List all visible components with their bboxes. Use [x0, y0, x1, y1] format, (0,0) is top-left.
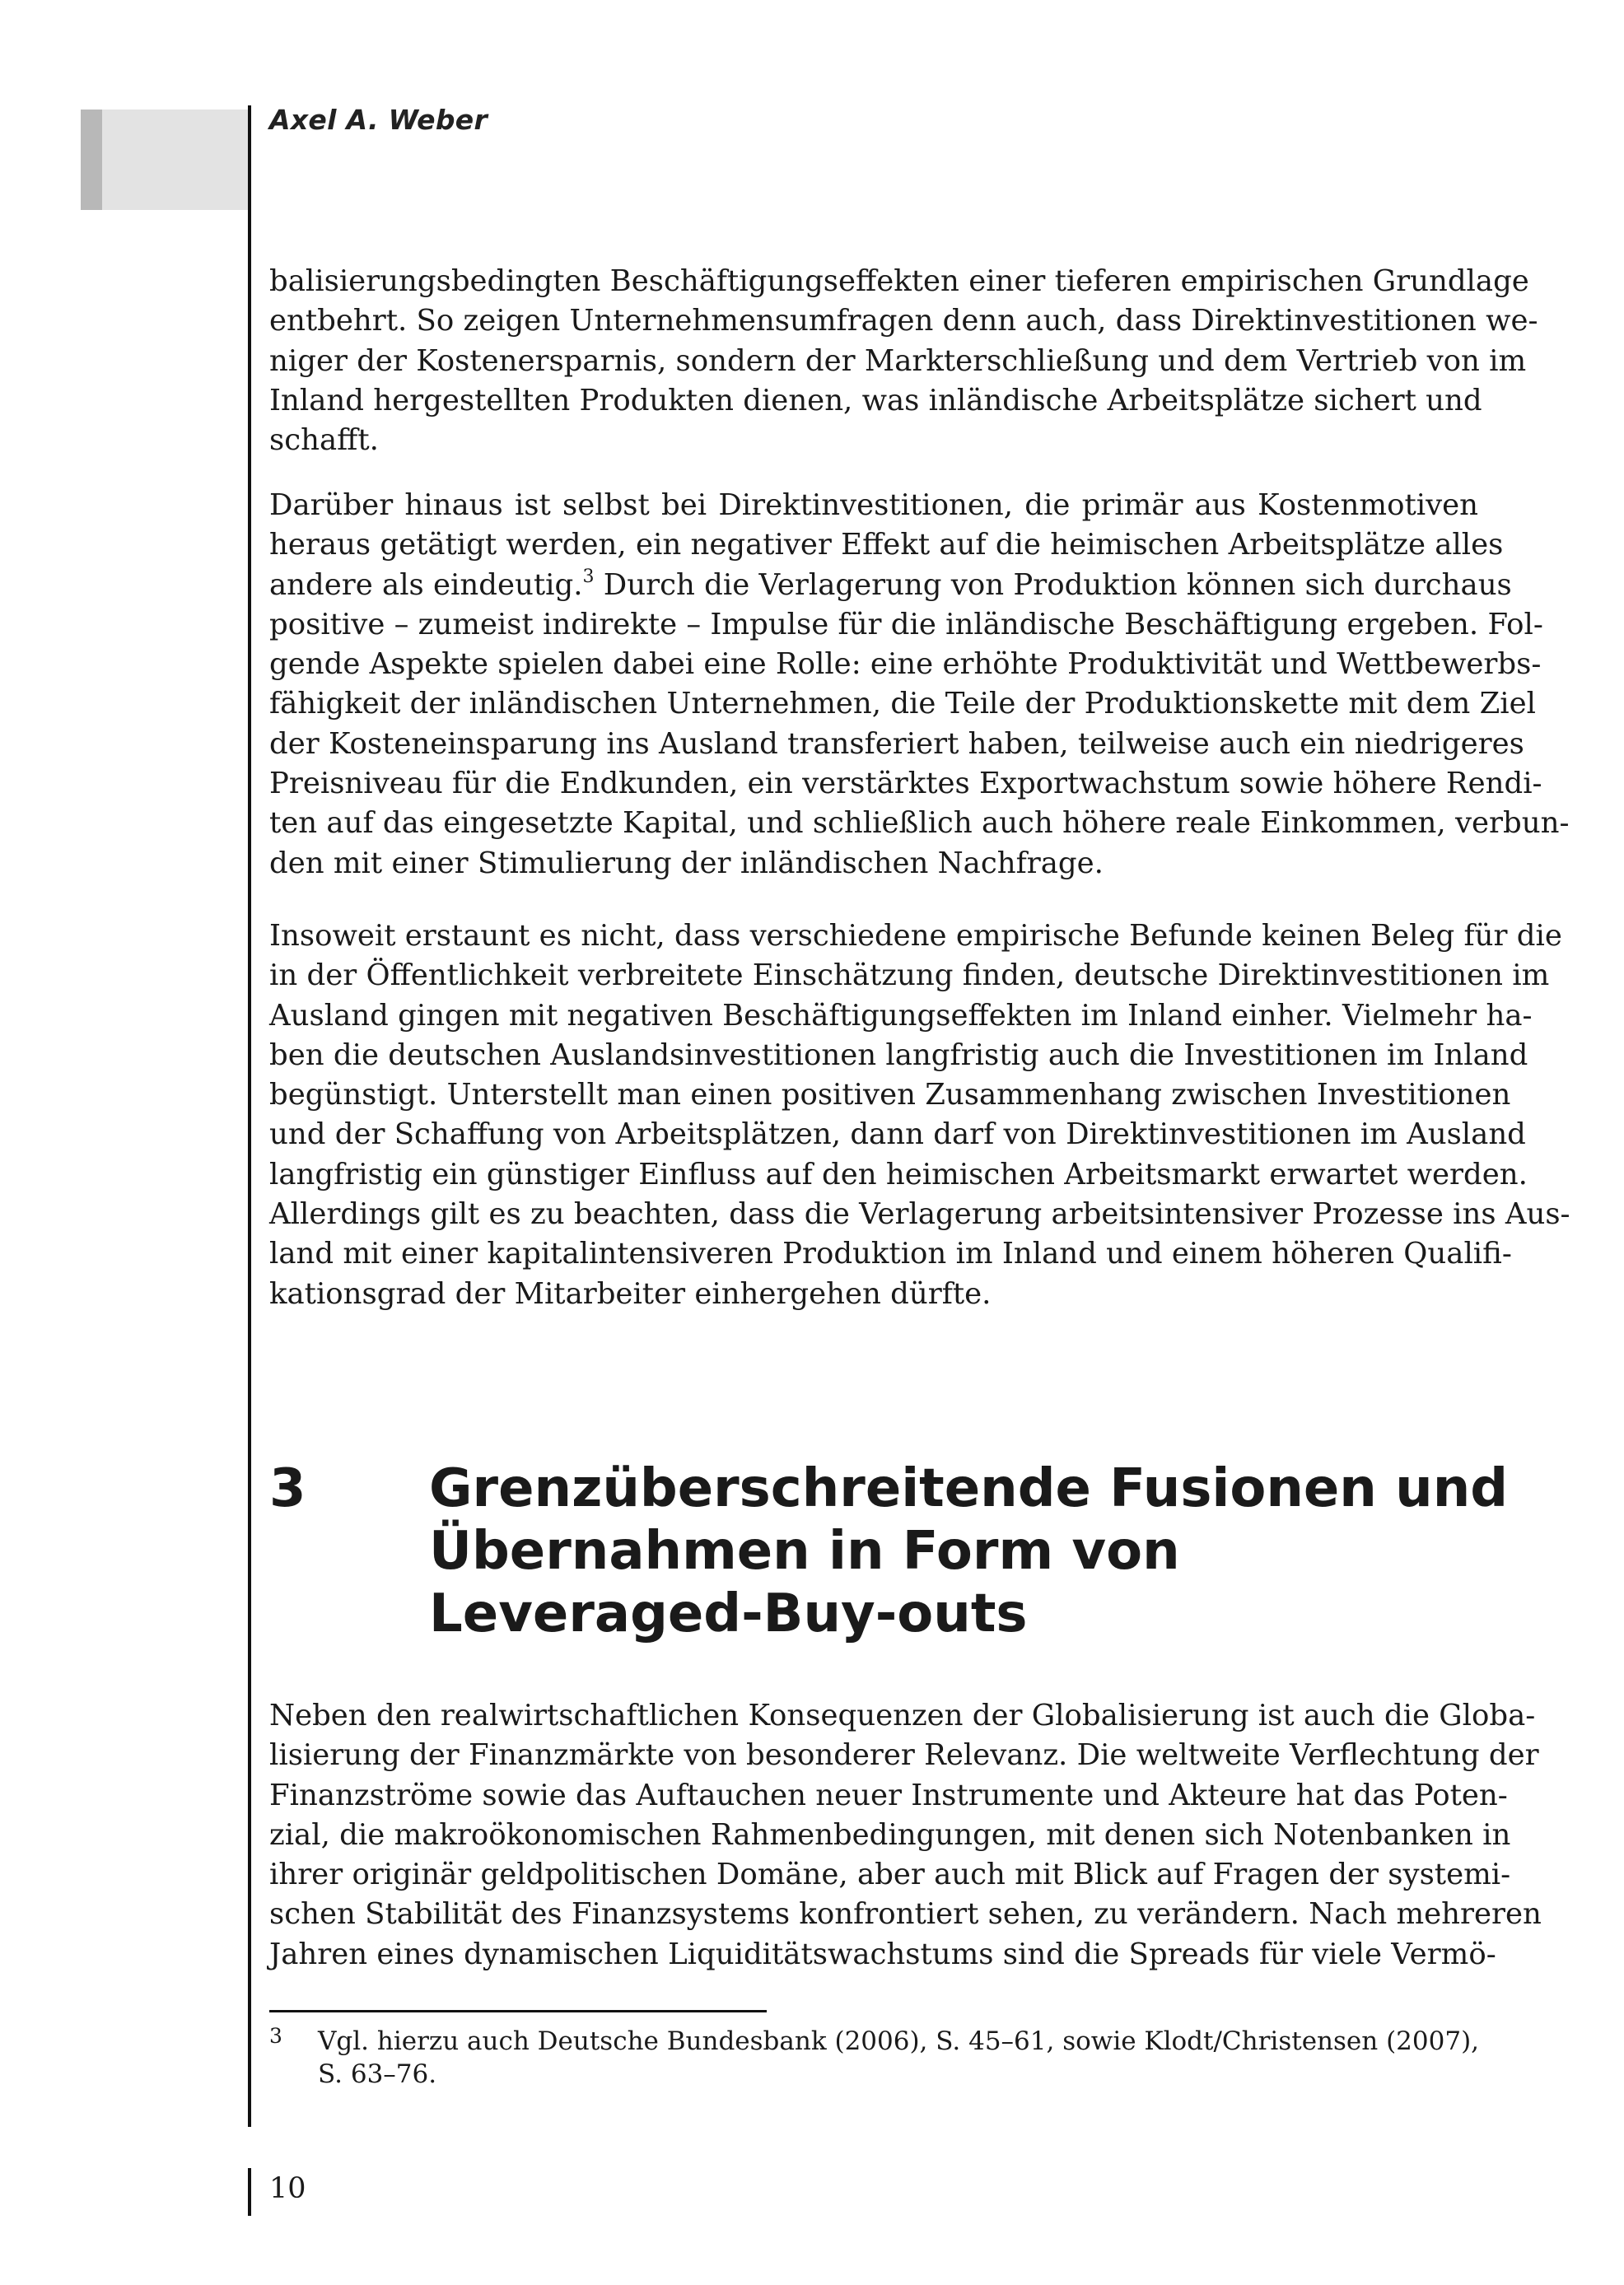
- corner-decoration-stripe: [81, 110, 102, 210]
- text-line: balisierungsbedingten Beschäftigungseffekten einer tieferen empirischen Grundlage: [269, 264, 1529, 298]
- text-line: entbehrt. So zeigen Unternehmensumfragen denn auch, dass Direktinvestitionen we-: [269, 304, 1538, 338]
- text-line: Neben den realwirtschaftlichen Konsequenzen der Globalisierung ist auch die Globa-: [269, 1699, 1536, 1732]
- margin-rule: [248, 105, 251, 2127]
- text-line: ben die deutschen Auslandsinvestitionen langfristig auch die Investitionen im Inland: [269, 1038, 1528, 1072]
- text-line: positive – zumeist indirekte – Impulse für die inländische Beschäftigung ergeben. Fol-: [269, 607, 1543, 641]
- text-line: ihrer originär geldpolitischen Domäne, aber auch mit Blick auf Fragen der systemi-: [269, 1858, 1511, 1892]
- footnote-separator: [269, 2010, 767, 2012]
- footnote-line: Vgl. hierzu auch Deutsche Bundesbank (2006), S. 45–61, sowie Klodt/Christensen (2007),: [318, 2026, 1480, 2056]
- text-line: Ausland gingen mit negativen Beschäftigungseffekten im Inland einher. Vielmehr ha-: [269, 998, 1533, 1033]
- text-line: zial, die makroökonomischen Rahmenbedingungen, mit denen sich Notenbanken in: [269, 1817, 1511, 1852]
- footnote-number: 3: [269, 2024, 282, 2048]
- text-line: langfristig ein günstiger Einfluss auf den heimischen Arbeitsmarkt erwartet werden.: [269, 1157, 1528, 1191]
- text-line: Darüber hinaus ist selbst bei Direktinvestitionen, die primär aus Kostenmotiven: [269, 488, 1478, 522]
- page-number: 10: [269, 2172, 306, 2205]
- text-line: der Kosteneinsparung ins Ausland transferiert haben, teilweise auch ein niedrigeres: [269, 726, 1524, 761]
- paragraph: [269, 262, 1538, 460]
- text-line: Finanzströme sowie das Auftauchen neuer Instrumente und Akteure hat das Poten-: [269, 1778, 1508, 1812]
- text-line: kationsgrad der Mitarbeiter einhergehen dürfte.: [269, 1276, 992, 1311]
- section-title-line: Leveraged-Buy-outs: [429, 1583, 1028, 1644]
- paragraph: [269, 916, 1570, 1314]
- text-line: heraus getätigt werden, ein negativer Effekt auf die heimischen Arbeitsplätze alles: [269, 528, 1504, 562]
- text-line: begünstigt. Unterstellt man einen positiven Zusammenhang zwischen Investitionen: [269, 1078, 1511, 1112]
- paragraph: [269, 486, 1570, 884]
- footnote-line: S. 63–76.: [318, 2059, 437, 2089]
- text-line: schafft.: [269, 423, 379, 458]
- footnote-text: [318, 2025, 1478, 2091]
- footnote-reference[interactable]: 3: [582, 566, 595, 587]
- text-line: niger der Kostenersparnis, sondern der Markterschließung und dem Vertrieb von im: [269, 343, 1527, 378]
- section-number: 3: [269, 1458, 306, 1519]
- text-line: gende Aspekte spielen dabei eine Rolle: eine erhöhte Produktivität und Wettbewerbs-: [269, 647, 1542, 682]
- corner-decoration: [81, 110, 248, 210]
- text-line: Allerdings gilt es zu beachten, dass die Verlagerung arbeitsintensiver Prozesse ins Aus-: [269, 1197, 1570, 1232]
- section-title: [429, 1457, 1509, 1645]
- text-line: fähigkeit der inländischen Unternehmen, die Teile der Produktionskette mit dem Ziel: [269, 687, 1536, 721]
- text-segment: Durch die Verlagerung von Produktion können sich durchaus: [603, 567, 1512, 602]
- text-line: Insoweit erstaunt es nicht, dass verschiedene empirische Befunde keinen Beleg für die: [269, 919, 1562, 953]
- text-line: ten auf das eingesetzte Kapital, und schließlich auch höhere reale Einkommen, verbun-: [269, 806, 1570, 841]
- text-line-with-footnote: [269, 566, 1512, 605]
- running-head: Axel A. Weber: [269, 104, 488, 136]
- text-line: den mit einer Stimulierung der inländischen Nachfrage.: [269, 846, 1104, 880]
- text-line: lisierung der Finanzmärkte von besonderer Relevanz. Die weltweite Verflechtung der: [269, 1738, 1539, 1773]
- section-title-line: Grenzüberschreitende Fusionen und: [429, 1458, 1509, 1519]
- page-number-rule: [248, 2168, 251, 2216]
- text-line: Preisniveau für die Endkunden, ein verstärktes Exportwachstum sowie höhere Rendi-: [269, 767, 1542, 801]
- text-line: land mit einer kapitalintensiveren Produktion im Inland und einem höheren Qualifi-: [269, 1237, 1512, 1271]
- paragraph: [269, 1696, 1542, 1975]
- section-title-line: Übernahmen in Form von: [429, 1521, 1180, 1582]
- text-line: schen Stabilität des Finanzsystems konfrontiert sehen, zu verändern. Nach mehreren: [269, 1897, 1542, 1932]
- text-segment: andere als eindeutig.: [269, 567, 583, 602]
- text-line: Jahren eines dynamischen Liquiditätswachstums sind die Spreads für viele Vermö-: [269, 1937, 1496, 1971]
- text-line: Inland hergestellten Produkten dienen, was inländische Arbeitsplätze sichert und: [269, 383, 1482, 417]
- text-line: in der Öffentlichkeit verbreitete Einschätzung finden, deutsche Direktinvestitionen im: [269, 958, 1550, 993]
- text-line: und der Schaffung von Arbeitsplätzen, dann darf von Direktinvestitionen im Ausland: [269, 1117, 1526, 1152]
